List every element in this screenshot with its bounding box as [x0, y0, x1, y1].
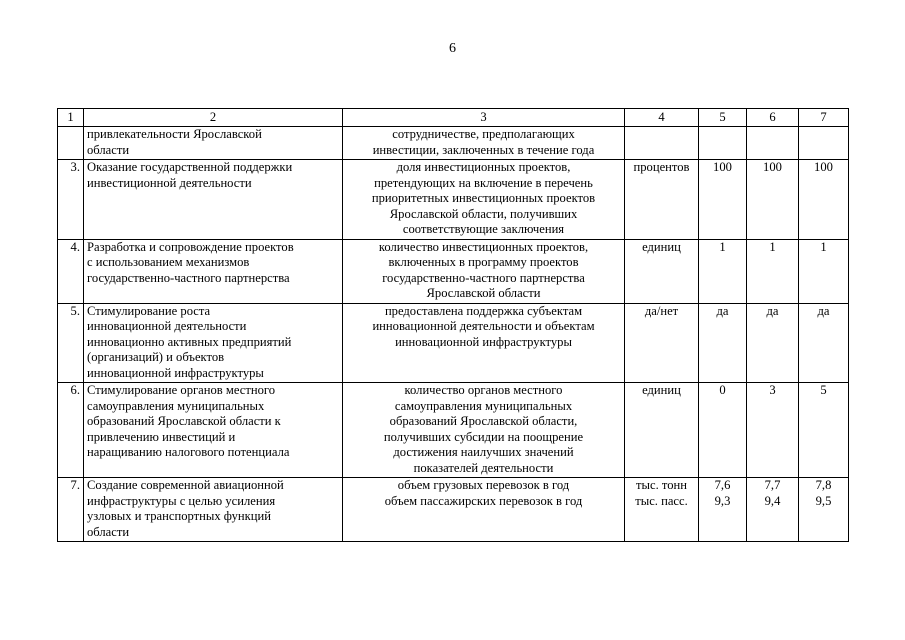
- row-number: 7.: [58, 478, 84, 542]
- value-year-1-line: 7,6: [714, 478, 731, 492]
- indicator-name-line: соответствующие заключения: [402, 222, 565, 236]
- value-year-3: [799, 303, 849, 383]
- indicator-name-line: показателей деятельности: [413, 460, 554, 475]
- indicator-name: [343, 303, 625, 383]
- value-year-1-line: да: [716, 303, 729, 318]
- value-year-3-line: 5: [820, 383, 827, 397]
- table-row: [58, 127, 849, 160]
- unit-of-measure-line: единиц: [642, 383, 681, 397]
- measure-name-line: Создание современной авиационной: [87, 478, 284, 492]
- indicator-name-line: достижения наилучших значений: [393, 445, 574, 459]
- value-year-2-line: 3: [769, 383, 776, 397]
- value-year-3: [799, 478, 849, 542]
- indicator-name-line: образований Ярославской области,: [389, 414, 578, 428]
- unit-of-measure: [625, 239, 699, 303]
- measure-name-line: узловых и транспортных функций: [87, 509, 272, 523]
- measure-name-line: Оказание государственной поддержки: [87, 160, 293, 174]
- value-year-1: [699, 127, 747, 160]
- value-year-3-line: 9,5: [815, 493, 832, 508]
- value-year-3: [799, 127, 849, 160]
- measure-name: [84, 239, 343, 303]
- indicator-name: [343, 127, 625, 160]
- unit-of-measure: [625, 383, 699, 478]
- row-number: 4.: [58, 239, 84, 303]
- measure-name: [84, 303, 343, 383]
- indicator-name-line: инвестиции, заключенных в течение года: [372, 142, 595, 157]
- value-year-1: [699, 160, 747, 240]
- table-row: [58, 160, 849, 240]
- measure-name-line: области: [87, 142, 130, 157]
- value-year-2: [747, 160, 799, 240]
- table-row: [58, 239, 849, 303]
- value-year-3: [799, 160, 849, 240]
- measure-name-line: с использованием механизмов: [87, 255, 250, 269]
- page-number: 6: [449, 41, 456, 56]
- row-number: 5.: [58, 303, 84, 383]
- indicator-name-line: инновационной деятельности и объектам: [372, 319, 595, 333]
- value-year-2-line: 1: [769, 239, 776, 254]
- value-year-3: [799, 383, 849, 478]
- unit-of-measure: [625, 303, 699, 383]
- row-number: [58, 127, 84, 160]
- value-year-3-line: да: [817, 303, 830, 318]
- column-header: 2: [84, 109, 343, 127]
- row-number: 3.: [58, 160, 84, 240]
- column-header: 7: [799, 109, 849, 127]
- indicator-name-line: получивших субсидии на поощрение: [383, 429, 584, 444]
- value-year-2-line: 7,7: [764, 478, 781, 492]
- value-year-1-line: 0: [719, 383, 726, 397]
- unit-of-measure: [625, 160, 699, 240]
- measure-name-line: Стимулирование органов местного: [87, 383, 276, 397]
- indicator-name-line: государственно-частного партнерства: [382, 270, 585, 285]
- measure-name-line: привлекательности Ярославской: [87, 127, 262, 141]
- measure-name-line: инфраструктуры с целью усиления: [87, 493, 276, 508]
- measure-name: [84, 127, 343, 160]
- indicator-name-line: приоритетных инвестиционных проектов: [371, 191, 596, 205]
- unit-of-measure-line: процентов: [633, 160, 690, 174]
- measure-name-line: (организаций) и объектов: [87, 350, 225, 364]
- measure-name-line: области: [87, 524, 130, 539]
- indicator-name-line: Ярославской области: [426, 286, 541, 300]
- measure-name: [84, 383, 343, 478]
- indicator-name-line: претендующих на включение в перечень: [374, 175, 593, 190]
- value-year-2: [747, 478, 799, 542]
- value-year-3: [799, 239, 849, 303]
- unit-of-measure-line: тыс. тонн: [636, 478, 687, 492]
- measure-name-line: образований Ярославской области к: [87, 414, 281, 428]
- column-header: 3: [343, 109, 625, 127]
- indicator-name-line: количество инвестиционных проектов,: [378, 239, 589, 254]
- indicator-name-line: сотрудничестве, предполагающих: [392, 127, 575, 141]
- measure-name-line: Разработка и сопровождение проектов: [87, 239, 294, 254]
- value-year-2: [747, 383, 799, 478]
- indicator-name-line: доля инвестиционных проектов,: [396, 160, 571, 174]
- indicator-name-line: объем грузовых перевозок в год: [397, 478, 570, 492]
- indicator-name: [343, 383, 625, 478]
- value-year-1: [699, 239, 747, 303]
- column-header: 6: [747, 109, 799, 127]
- unit-of-measure: [625, 127, 699, 160]
- indicator-name-line: количество органов местного: [404, 383, 563, 397]
- indicator-name-line: включенных в программу проектов: [388, 255, 579, 269]
- unit-of-measure-line: единиц: [642, 239, 681, 254]
- value-year-1-line: 100: [713, 160, 732, 174]
- indicators-table: [57, 108, 849, 542]
- measure-name-line: инновационно активных предприятий: [87, 334, 292, 349]
- measure-name-line: наращиванию налогового потенциала: [87, 445, 290, 459]
- unit-of-measure-line: да/нет: [644, 303, 679, 318]
- indicator-name: [343, 239, 625, 303]
- unit-of-measure: [625, 478, 699, 542]
- value-year-2: [747, 303, 799, 383]
- measure-name-line: самоуправления муниципальных: [87, 398, 265, 413]
- table-header-row: [58, 109, 849, 127]
- unit-of-measure-line: тыс. пасс.: [635, 493, 688, 508]
- value-year-1: [699, 303, 747, 383]
- value-year-1-line: 9,3: [714, 493, 731, 508]
- value-year-1: [699, 383, 747, 478]
- measure-name: [84, 160, 343, 240]
- indicator-name-line: объем пассажирских перевозок в год: [384, 493, 583, 508]
- measure-name-line: инновационной инфраструктуры: [87, 365, 264, 380]
- value-year-3-line: 100: [814, 160, 833, 174]
- value-year-2-line: 100: [763, 160, 782, 174]
- indicator-name-line: предоставлена поддержка субъектам: [384, 303, 583, 318]
- indicator-name-line: Ярославской области, получивших: [389, 206, 578, 221]
- measure-name-line: привлечению инвестиций и: [87, 429, 236, 444]
- value-year-2: [747, 239, 799, 303]
- indicator-name: [343, 478, 625, 542]
- indicator-name: [343, 160, 625, 240]
- indicator-name-line: инновационной инфраструктуры: [395, 334, 572, 349]
- measure-name-line: государственно-частного партнерства: [87, 270, 290, 285]
- value-year-2-line: 9,4: [764, 493, 781, 508]
- column-header: 4: [625, 109, 699, 127]
- measure-name-line: Стимулирование роста: [87, 303, 211, 318]
- column-header: 5: [699, 109, 747, 127]
- row-number: 6.: [58, 383, 84, 478]
- table-row: [58, 478, 849, 542]
- value-year-3-line: 1: [820, 239, 827, 254]
- indicator-name-line: самоуправления муниципальных: [394, 398, 573, 413]
- value-year-3-line: 7,8: [815, 478, 832, 492]
- value-year-2: [747, 127, 799, 160]
- table-row: [58, 303, 849, 383]
- table-row: [58, 383, 849, 478]
- value-year-1-line: 1: [719, 239, 726, 254]
- column-header: 1: [58, 109, 84, 127]
- value-year-2-line: да: [766, 303, 779, 318]
- measure-name-line: инновационной деятельности: [87, 319, 247, 333]
- measure-name: [84, 478, 343, 542]
- value-year-1: [699, 478, 747, 542]
- measure-name-line: инвестиционной деятельности: [87, 175, 252, 190]
